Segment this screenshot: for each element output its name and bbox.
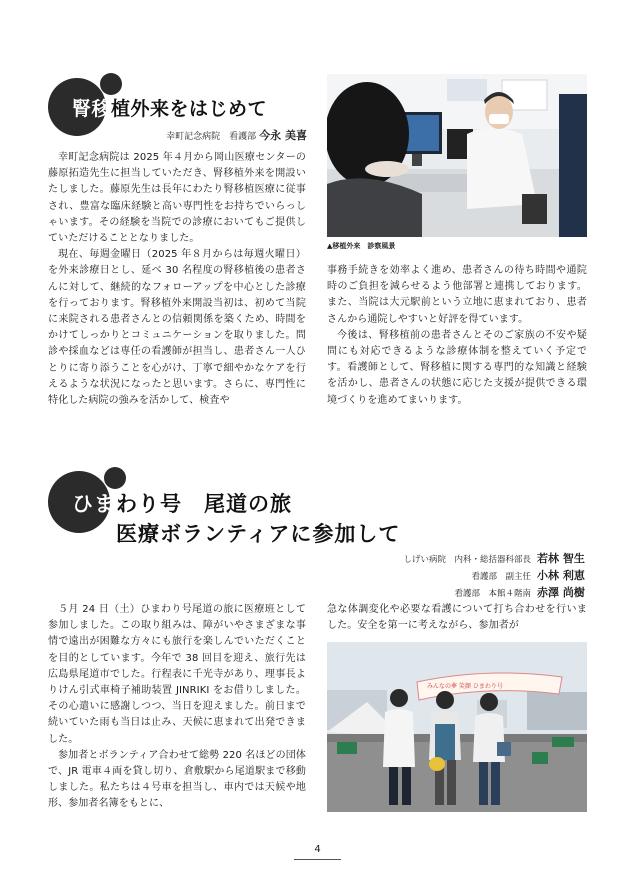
title-circle-small-decoration (100, 73, 122, 95)
staff-row: 看護部 本館４階南 赤澤 尚樹 (454, 586, 585, 599)
banner-text: みんなの夢 笑顔 ひまわり号 (427, 683, 503, 690)
article1-title (72, 94, 267, 121)
article2-right-paragraph: 急な体調変化や必要な看護について打ち合わせを行いました。安全を第一に考えながら、参加者が (327, 604, 587, 632)
title2-circle-small-decoration (104, 467, 126, 489)
article1-byline-org: 幸町記念病院 看護部 (166, 132, 257, 142)
page-number: 4 (314, 844, 321, 855)
article2-title-line1 (72, 488, 292, 518)
article1-left-column (48, 150, 306, 409)
photo-caption: ▲移植外来 診察風景 (327, 242, 396, 250)
staff-row: しげい病院 内科・総括器科部長 若林 智生 (403, 552, 585, 565)
article2-left-paragraph: ５月 24 日（土）ひまわり号尾道の旅に医療班として参加しました。この取り組みは、障がいやさまざまな事情で遠出が困難な方々にも旅行を楽しんでいただくことを目的としています。今年で 38 回目を迎え、旅行先は広島県尾道市でした。行程表に千光寺があり、理事長よりけん引式車椅子補助装置 JINRIKI をお借りしました。その心遣いに感謝しつつ、当日を迎えました。前日まで続いていた雨も当日は止み、天候に恵まれて出発できました。 (48, 604, 306, 745)
article1-title-lead: 腎移 (72, 98, 112, 120)
article1-left-paragraph: 現在、毎週金曜日（2025 年８月からは毎週火曜日）を外来診療日とし、延べ 30 名程度の腎移植後の患者さんに対して、継続的なフォローアップを中心とした診療を行っております。腎移植外来開設当初は、初めて当院に来院される患者さんとの信頼関係を築くため、時間をかけてしっかりとコミュニケーションを取りました。問診や採血などは専任の看護師が担当し、患者さん一人ひとりに寄り添うことを心がけ、丁寧で細やかなケアを行えるような状況になったと思います。さらに、専門性に特化した病院の強みを活かして、検査や (48, 249, 306, 407)
article1-left-paragraph: 幸町記念病院は 2025 年４月から岡山医療センターの藤原拓造先生に担当していただき、腎移植外来を開設いたしました。藤原先生は長年にわたり腎移植医療に従事され、豊富な臨床経験と高い専門性をお持ちでいらっしゃいます。その経験を当院での診療においてもご提供していただけることとなりました。 (48, 152, 306, 245)
article2-left-paragraph: 参加者とボランティア合わせて総勢 220 名ほどの団体で、JR 電車４両を貸し切り、倉敷駅から尾道駅まで移動しました。私たちは４号車を担当し、車内では天候や地形、参加者名簿をもとに、 (48, 749, 306, 810)
article2-title-line2: 医療ボランティアに参加して (116, 522, 401, 546)
clinic-exam-photo (327, 74, 587, 237)
article1-right-column (327, 263, 587, 409)
staff-row: 看護部 副主任 小林 利恵 (471, 569, 585, 582)
article1-byline-name: 今永 美喜 (259, 129, 307, 142)
article1-right-paragraph: 今後は、腎移植前の患者さんとそのご家族の不安や疑問にも対応できるような診療体制を整えていく予定です。看護師として、腎移植に関する専門的な知識と経験を活かし、患者さんの状態に応じた支援が提供できる環境づくりを進めてまいります。 (327, 329, 587, 406)
article2-title-rest: わり号 尾道の旅 (116, 492, 292, 516)
article2-right-column (327, 602, 587, 634)
group-photo (327, 642, 587, 812)
article2-left-column (48, 602, 306, 813)
article1-right-paragraph: 事務手続きを効率よく進め、患者さんの待ち時間や通院時のご負担を減らせるよう他部署と連携しております。また、当院は大元駅前という立地に恵まれており、患者さんから通院しやすいと好評を得ています。 (327, 265, 587, 325)
article2-staff-list (403, 551, 587, 602)
article1-title-rest: 植外来をはじめて (111, 98, 268, 120)
article2-title-lead: ひま (72, 492, 116, 516)
article1-byline (166, 127, 307, 143)
page-number-underline (294, 859, 341, 860)
